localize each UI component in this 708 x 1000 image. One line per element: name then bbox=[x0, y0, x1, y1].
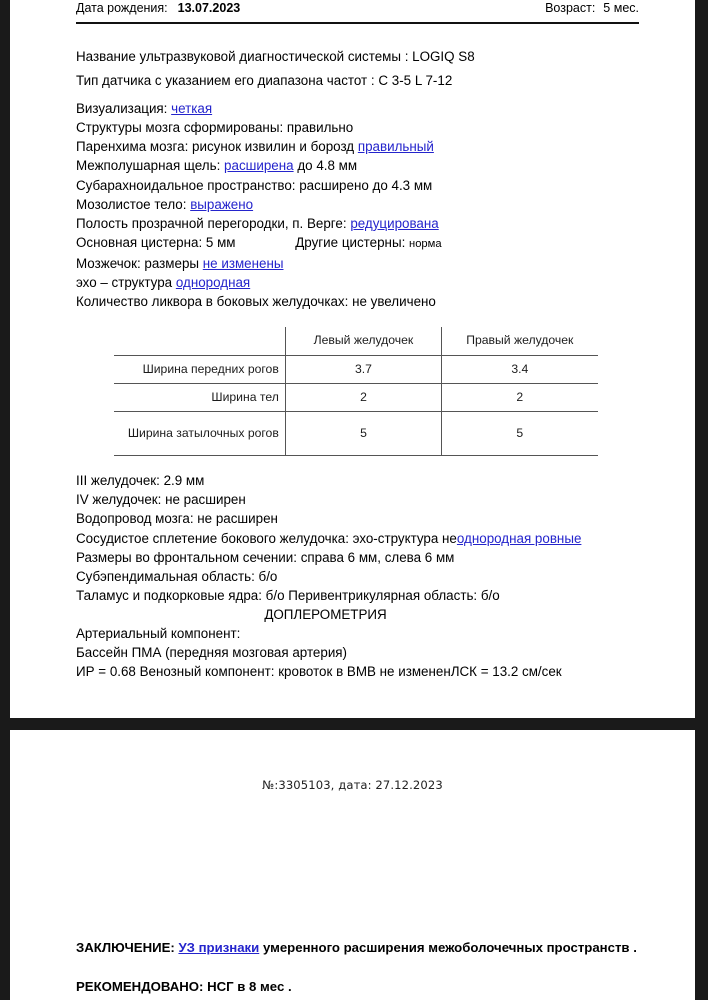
row-label-bodies-width: Ширина тел bbox=[114, 384, 286, 412]
cerebellum-value-link[interactable]: не изменены bbox=[202, 255, 284, 271]
cisterna-magna-value: 5 мм bbox=[205, 234, 236, 250]
aca-basin-line: Бассейн ПМА (передняя мозговая артерия) bbox=[76, 645, 348, 661]
interhemispheric-value-link[interactable]: расширена bbox=[224, 158, 294, 174]
row-label-anterior-horns: Ширина передних рогов bbox=[114, 356, 286, 384]
cerebellum-label: Мозжечок: размеры bbox=[76, 255, 200, 271]
probe-type-line: Тип датчика с указанием его диапазона частот : С 3-5 L 7-12 bbox=[76, 73, 453, 89]
subarachnoid-space-line: Субарахноидальное пространство: расширено до 4.3 мм bbox=[76, 177, 433, 193]
septum-cavity-value-link[interactable]: редуцирована bbox=[350, 215, 439, 231]
table-header-row bbox=[114, 327, 598, 356]
parenchyma-label: Паренхима мозга: рисунок извилин и борозд bbox=[76, 139, 355, 155]
conclusion-link[interactable]: УЗ признаки bbox=[178, 940, 260, 955]
cell-bodies-left: 2 bbox=[285, 384, 441, 412]
parenchyma-line bbox=[76, 137, 695, 156]
interhemispheric-measure: до 4.8 мм bbox=[297, 158, 358, 174]
visualization-value-link[interactable]: четкая bbox=[171, 101, 213, 117]
document-page-2 bbox=[10, 730, 695, 1000]
cell-anterior-horns-left: 3.7 bbox=[285, 356, 441, 384]
age-label: Возраст: bbox=[545, 1, 596, 15]
cell-anterior-horns-right: 3.4 bbox=[442, 356, 598, 384]
echo-structure-value-link[interactable]: однородная bbox=[175, 275, 251, 291]
document-number-line: №:3305103, дата: 27.12.2023 bbox=[262, 778, 443, 792]
cell-bodies-right: 2 bbox=[442, 384, 598, 412]
dopplerometry-heading: ДОПЛЕРОМЕТРИЯ bbox=[264, 606, 387, 622]
system-name-line: Название ультразвуковой диагностической системы : LOGIQ S8 bbox=[76, 49, 475, 64]
ventricles-table bbox=[114, 327, 598, 456]
age-group bbox=[545, 1, 639, 15]
report-body bbox=[10, 24, 695, 311]
choroid-plexus-label: Сосудистое сплетение бокового желудочка: эхо-структура не bbox=[76, 530, 457, 546]
ventricles-table-wrap bbox=[10, 311, 695, 456]
cisterna-magna-label: Основная цистерна: bbox=[76, 234, 203, 250]
thalamus-line: Таламус и подкорковые ядра: б/о Перивентрикулярная область: б/о bbox=[76, 587, 500, 603]
report-body-lower bbox=[10, 456, 695, 681]
visualization-line bbox=[76, 99, 695, 118]
third-ventricle-line: III желудочек: 2.9 мм bbox=[76, 473, 205, 489]
birth-date-label: Дата рождения: bbox=[76, 1, 168, 15]
corpus-callosum-value-link[interactable]: выражено bbox=[190, 196, 254, 212]
fourth-ventricle-line: IV желудочек: не расширен bbox=[76, 492, 246, 508]
choroid-plexus-value-link[interactable]: однородная ровные bbox=[456, 530, 582, 546]
birth-date-group bbox=[76, 1, 240, 15]
other-cisterns-value: норма bbox=[409, 237, 442, 250]
liquor-amount-line: Количество ликвора в боковых желудочках: не увеличено bbox=[76, 294, 436, 310]
conclusion-block bbox=[10, 938, 695, 996]
conclusion-line bbox=[76, 938, 695, 957]
choroid-plexus-line bbox=[76, 529, 695, 548]
corpus-callosum-label: Мозолистое тело: bbox=[76, 196, 187, 212]
echo-structure-label: эхо – структура bbox=[76, 275, 173, 291]
column-header-left-ventricle: Левый желудочек bbox=[285, 327, 441, 356]
table-row bbox=[114, 384, 598, 412]
table-row bbox=[114, 356, 598, 384]
cisterna-magna-line bbox=[76, 233, 695, 254]
conclusion-text: умеренного расширения межоболочечных пространств . bbox=[262, 940, 637, 955]
brain-structures-line: Структуры мозга сформированы: правильно bbox=[76, 120, 354, 136]
septum-cavity-label: Полость прозрачной перегородки, п. Верге: bbox=[76, 215, 347, 231]
subependymal-line: Субэпендимальная область: б/о bbox=[76, 568, 278, 584]
other-cisterns-label: Другие цистерны: bbox=[295, 234, 406, 250]
cell-occipital-horns-left: 5 bbox=[285, 412, 441, 456]
table-corner-cell bbox=[114, 327, 286, 356]
age-value: 5 мес. bbox=[603, 1, 639, 15]
parenchyma-value-link[interactable]: правильный bbox=[357, 139, 434, 155]
table-row bbox=[114, 412, 598, 456]
row-label-occipital-horns: Ширина затылочных рогов bbox=[114, 412, 286, 456]
recommendation-line: РЕКОМЕНДОВАНО: НСГ в 8 мес . bbox=[76, 979, 292, 994]
resistance-index-line: ИР = 0.68 Венозный компонент: кровоток в ВМВ не измененЛСК = 13.2 см/сек bbox=[76, 664, 562, 680]
document-page-1 bbox=[10, 0, 695, 718]
frontal-section-line: Размеры во фронтальном сечении: справа 6 мм, слева 6 мм bbox=[76, 549, 455, 565]
arterial-component-line: Артериальный компонент: bbox=[76, 625, 241, 641]
conclusion-label: ЗАКЛЮЧЕНИЕ: bbox=[76, 940, 175, 955]
cell-occipital-horns-right: 5 bbox=[442, 412, 598, 456]
septum-cavity-line bbox=[76, 214, 695, 233]
document-header bbox=[76, 0, 639, 24]
interhemispheric-label: Межполушарная щель: bbox=[76, 158, 221, 174]
corpus-callosum-line bbox=[76, 195, 695, 214]
visualization-label: Визуализация: bbox=[76, 101, 168, 117]
interhemispheric-fissure-line bbox=[76, 156, 695, 175]
cerebral-aqueduct-line: Водопровод мозга: не расширен bbox=[76, 511, 278, 527]
echo-structure-line bbox=[76, 273, 695, 292]
column-header-right-ventricle: Правый желудочек bbox=[442, 327, 598, 356]
cerebellum-line bbox=[76, 254, 695, 273]
birth-date-value: 13.07.2023 bbox=[177, 1, 241, 15]
